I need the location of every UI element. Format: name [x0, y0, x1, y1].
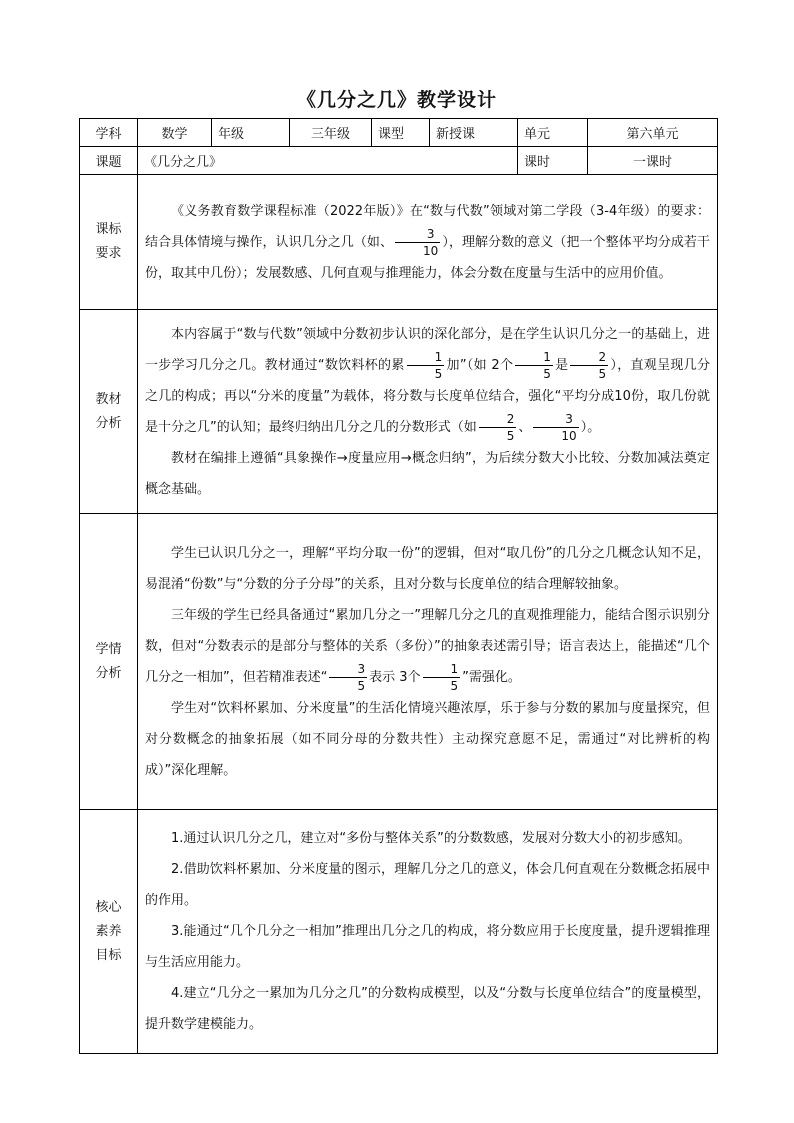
fraction	[423, 663, 461, 692]
learner-paragraph-2	[145, 600, 710, 693]
fraction-denominator: 10	[561, 428, 577, 443]
fraction	[533, 413, 578, 442]
fraction	[570, 351, 608, 380]
fraction	[395, 228, 440, 257]
fraction-denominator: 5	[434, 366, 443, 381]
fraction	[515, 351, 553, 380]
fraction-numerator: 1	[407, 351, 445, 366]
fraction	[329, 663, 367, 692]
text-span: 加”（如 2个	[446, 357, 514, 373]
fraction-denominator: 5	[506, 428, 515, 443]
document-title: 《几分之几》教学设计	[296, 89, 497, 111]
goal-item-2: 2.借助饮料杯累加、分米度量的图示，理解几分之几的意义，体会几何直观在分数概念拓展中的作用。	[145, 862, 710, 908]
text-span: ）。	[580, 419, 601, 435]
standard-label-text: 课标 要求	[95, 222, 122, 261]
fraction-numerator: 2	[570, 351, 608, 366]
grade-value: 三年级	[290, 119, 372, 147]
subject-label: 学科	[80, 119, 138, 147]
material-content	[138, 310, 718, 514]
learner-content	[138, 514, 718, 810]
topic-value: 《几分之几》	[138, 147, 518, 175]
fraction-numerator: 3	[329, 663, 367, 678]
text-span: ”需强化。	[462, 669, 521, 685]
fraction	[479, 413, 517, 442]
text-span: 、	[518, 419, 532, 435]
grade-label: 年级	[212, 119, 290, 147]
fraction-numerator: 1	[515, 351, 553, 366]
standard-paragraph	[145, 196, 710, 289]
fraction-numerator: 2	[479, 413, 517, 428]
unit-value: 第六单元	[588, 119, 718, 147]
goals-row	[80, 810, 718, 1054]
material-label-text: 教材 分析	[95, 391, 122, 431]
type-label: 课型	[372, 119, 430, 147]
text-span: 本内容属于“数与代数”领域中分数初步认识的深化部分，是在学生认识几分之一的基础上，进一步学习几分之几。教材通过“数饮料杯的累	[145, 326, 710, 373]
subject-value: 数学	[138, 119, 212, 147]
learner-paragraph-3: 学生对“饮料杯累加、分米度量”的生活化情境兴趣浓厚，乐于参与分数的累加与度量探究，但对分数概念的抽象拓展（如不同分母的分数共性）主动探究意愿不足，需通过“对比辨析的构成）”深化理解。	[145, 700, 710, 778]
info-row-2	[80, 147, 718, 175]
topic-label: 课题	[80, 147, 138, 175]
goals-label	[80, 810, 138, 1054]
fraction-numerator: 3	[533, 413, 578, 428]
goals-content	[138, 810, 718, 1054]
text-span: ），理解分数的意义（把一个整体平均分成若干份，取其中几份）；发展数感、几何直观与推理能力，体会分数在度量与生活中的应用价值。	[145, 234, 710, 281]
fraction-denominator: 5	[598, 366, 607, 381]
text-span: 三年级的学生已经具备通过“累加几分之一”理解几分之几的直观推理能力，能结合图示识别分数，但对“分数表示的是部分与整体的关系（多份）”的抽象表述需引导；语言表达上，能描述“几个几分之一相加”，但若精准表述“	[145, 607, 710, 685]
type-value: 新授课	[430, 119, 518, 147]
text-span: 是	[554, 357, 569, 373]
standard-content	[138, 175, 718, 310]
standard-row	[80, 175, 718, 310]
text-span: 《义务教育数学课程标准（2022年版）》在“数与代数”领域对第二学段（3-4年级）的要求：结合具体情境与操作，认识几分之几（如、	[145, 203, 710, 250]
fraction-denominator: 5	[357, 678, 366, 693]
hours-label: 课时	[518, 147, 588, 175]
learner-label-text: 学情 分析	[95, 641, 122, 681]
info-row-1	[80, 119, 718, 147]
material-paragraph-2: 教材在编排上遵循“具象操作→度量应用→概念归纳”，为后续分数大小比较、分数加减法奠定概念基础。	[145, 450, 710, 497]
fraction-numerator: 1	[423, 663, 461, 678]
goal-item-4: 4.建立“几分之一累加为几分之几”的分数构成模型，以及“分数与长度单位结合”的度量模型，提升数学建模能力。	[145, 986, 710, 1032]
text-span: ），直观呈现几分之几的构成；再以“分米的度量”为载体，将分数与长度单位结合，强化“平均分成10份，取几份就是十分之几”的认知；最终归纳出几分之几的分数形式（如	[145, 357, 710, 435]
material-row	[80, 310, 718, 514]
learner-row	[80, 514, 718, 810]
material-paragraph-1	[145, 319, 710, 443]
learner-label	[80, 514, 138, 810]
fraction-denominator: 10	[423, 243, 439, 258]
material-label	[80, 310, 138, 514]
fraction-denominator: 5	[450, 678, 459, 693]
goal-item-1: 1.通过认识几分之几，建立对“多份与整体关系”的分数数感，发展对分数大小的初步感知。	[171, 831, 691, 846]
standard-label	[80, 175, 138, 310]
goals-label-text: 核心 素养 目标	[95, 899, 122, 963]
text-span: 表示 3个	[369, 669, 421, 685]
lesson-plan-table	[79, 118, 718, 1054]
goal-item-3: 3.能通过“几个几分之一相加”推理出几分之几的构成，将分数应用于长度度量，提升逻辑推理与生活应用能力。	[145, 924, 710, 970]
fraction	[407, 351, 445, 380]
unit-label: 单元	[518, 119, 588, 147]
fraction-denominator: 5	[543, 366, 551, 381]
hours-value: 一课时	[588, 147, 718, 175]
fraction-numerator: 3	[395, 228, 440, 243]
learner-paragraph-1: 学生已认识几分之一，理解“平均分取一份”的逻辑，但对“取几份”的几分之几概念认知不足，易混淆“份数”与“分数的分子分母”的关系，且对分数与长度单位的结合理解较抽象。	[145, 545, 710, 592]
